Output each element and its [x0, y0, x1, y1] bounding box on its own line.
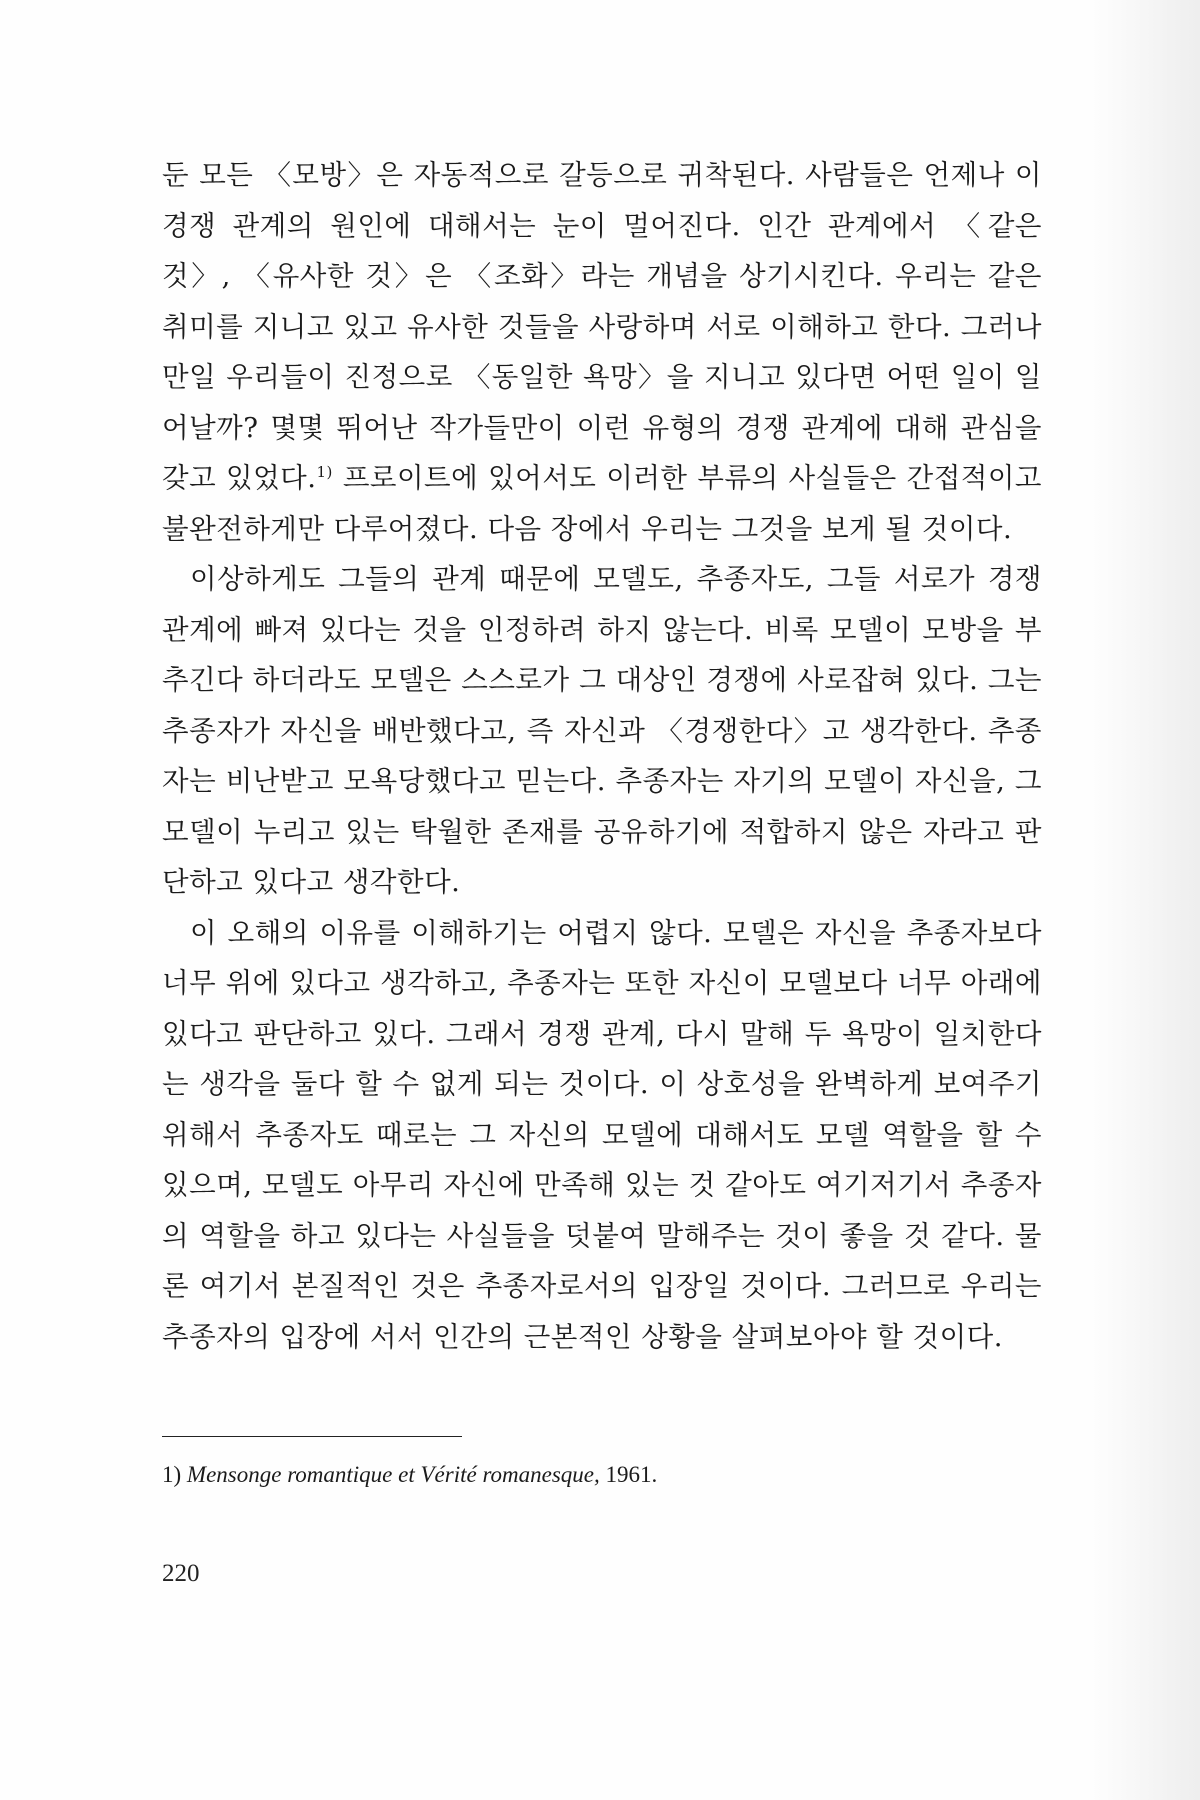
paragraph-2: 이상하게도 그들의 관계 때문에 모델도, 추종자도, 그들 서로가 경쟁 관계에 빠져 있다는 것을 인정하려 하지 않는다. 비록 모델이 모방을 부추긴다 하더라도 모델은 스스로가 그 대상인 경쟁에 사로잡혀 있다. 그는 추종자가 자신을 배반했다고, 즉 자신과 〈경쟁한다〉고 생각한다. 추종자는 비난받고 모욕당했다고 믿는다. 추종자는 자기의 모델이 자신을, 그 모델이 누리고 있는 탁월한 존재를 공유하기에 적합하지 않은 자라고 판단하고 있다고 생각한다. [162, 563, 1042, 898]
paragraph-1-text-before: 둔 모든 〈모방〉은 자동적으로 갈등으로 귀착된다. 사람들은 언제나 이 경쟁 관계의 원인에 대해서는 눈이 멀어진다. 인간 관계에서 〈같은 것〉, 〈유사한 것〉은 〈조화〉라는 개념을 상기시킨다. 우리는 같은 취미를 지니고 있고 유사한 것들을 사랑하며 서로 이해하고 한다. 그러나 만일 우리들이 진정으로 〈동일한 욕망〉을 지니고 있다면 어떤 일이 일어날까? 몇몇 뛰어난 작가들만이 이런 유형의 경쟁 관계에 대해 관심을 갖고 있었다. [162, 159, 1042, 494]
footnote-divider [162, 1436, 462, 1437]
paragraph-3: 이 오해의 이유를 이해하기는 어렵지 않다. 모델은 자신을 추종자보다 너무 위에 있다고 생각하고, 추종자는 또한 자신이 모델보다 너무 아래에 있다고 판단하고 있다. 그래서 경쟁 관계, 다시 말해 두 욕망이 일치한다는 생각을 둘다 할 수 없게 되는 것이다. 이 상호성을 완벽하게 보여주기 위해서 추종자도 때로는 그 자신의 모델에 대해서도 모델 역할을 할 수 있으며, 모델도 아무리 자신에 만족해 있는 것 같아도 여기저기서 추종자의 역할을 하고 있다는 사실들을 덧붙여 말해주는 것이 좋을 것 같다. 물론 여기서 본질적인 것은 추종자로서의 입장일 것이다. 그러므로 우리는 추종자의 입장에 서서 인간의 근본적인 상황을 살펴보아야 할 것이다. [162, 916, 1042, 1353]
body-text [162, 150, 1042, 1362]
paragraph-1-text-after: 프로이트에 있어서도 이러한 부류의 사실들은 간접적이고 불완전하게만 다루어졌다. 다음 장에서 우리는 그것을 보게 될 것이다. [162, 462, 1042, 545]
footnote-marker: 1) [162, 1462, 182, 1487]
page-number: 220 [162, 1560, 200, 1587]
footnote-year: 1961. [605, 1462, 658, 1487]
paragraph-1 [162, 150, 1042, 554]
footnote [162, 1462, 1042, 1488]
footnote-reference: 1) [316, 462, 333, 481]
footnote-title: Mensonge romantique et Vérité romanesque, [186, 1462, 600, 1487]
page-edge-shadow [1090, 0, 1200, 1800]
